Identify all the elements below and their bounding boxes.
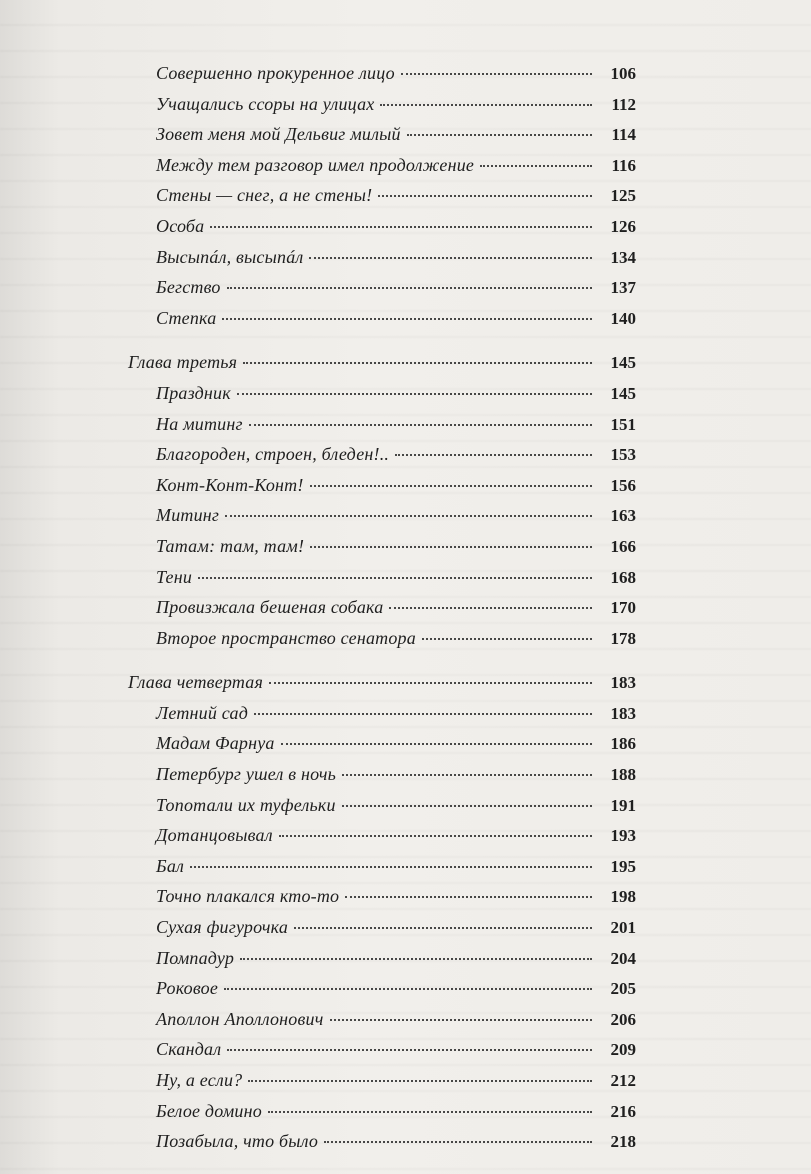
- toc-entry-title: Тени: [156, 566, 193, 587]
- toc-entry-page: 134: [610, 247, 636, 267]
- dot-leader: [240, 958, 592, 960]
- toc-entry[interactable]: [128, 1096, 636, 1127]
- toc-entry-page: 112: [611, 94, 636, 114]
- section-gap: [128, 333, 636, 347]
- toc-entry-page: 198: [610, 887, 636, 907]
- toc-entry[interactable]: [128, 912, 636, 943]
- dot-leader: [401, 73, 592, 75]
- toc-entry-title: Роковое: [156, 978, 219, 999]
- toc-entry-title: Благороден, строен, бледен!..: [156, 444, 390, 465]
- dot-leader: [309, 257, 592, 259]
- toc-entry[interactable]: [128, 242, 636, 273]
- dot-leader: [222, 318, 592, 320]
- toc-entry-page: 145: [610, 383, 636, 403]
- dot-leader: [279, 835, 592, 837]
- toc-entry-page: 116: [611, 155, 636, 175]
- dot-leader: [224, 988, 592, 990]
- toc-entry-page: 140: [610, 308, 636, 328]
- toc-entry[interactable]: [128, 973, 636, 1004]
- toc-entry-page: 218: [610, 1132, 636, 1152]
- toc-entry-page: 166: [610, 536, 636, 556]
- dot-leader: [269, 682, 592, 684]
- toc-entry[interactable]: [128, 881, 636, 912]
- toc-entry-title: Бегство: [156, 277, 221, 298]
- toc-entry[interactable]: [128, 1065, 636, 1096]
- toc-entry-page: 151: [610, 414, 636, 434]
- toc-entry-page: 212: [610, 1071, 636, 1090]
- toc-entry-title: Топотали их туфельки: [156, 794, 336, 815]
- toc-entry-title: Провизжала бешеная собака: [156, 597, 384, 618]
- toc-entry-title: Конт-Конт-Конт!: [156, 474, 304, 495]
- toc-entry-title: Степка: [156, 307, 217, 328]
- toc-entry-page: 163: [610, 506, 636, 526]
- toc-entry-page: 201: [610, 918, 636, 938]
- toc-chapter[interactable]: [128, 667, 636, 698]
- toc-entry[interactable]: [128, 592, 636, 623]
- dot-leader: [342, 774, 592, 776]
- toc-entry-title: Мадам Фарнуа: [156, 733, 275, 754]
- toc-entry[interactable]: [128, 1004, 636, 1035]
- toc-entry-title: Помпадур: [156, 947, 235, 968]
- dot-leader: [190, 866, 592, 868]
- toc-entry-title: Точно плакался кто-то: [156, 886, 340, 907]
- toc-entry-title: Зовет меня мой Дельвиг милый: [156, 124, 401, 145]
- toc-entry-title: Второе пространство сенатора: [156, 627, 416, 648]
- dot-leader: [310, 546, 592, 548]
- toc-entry-title: Высыпáл, высыпáл: [156, 246, 304, 267]
- toc-entry[interactable]: [128, 150, 636, 181]
- toc-entry-page: 216: [610, 1101, 636, 1121]
- dot-leader: [380, 104, 592, 106]
- toc-entry[interactable]: [128, 851, 636, 882]
- toc-entry-title: Учащались ссоры на улицах: [156, 93, 375, 114]
- toc-entry-page: 209: [610, 1040, 636, 1060]
- toc-entry-title: Стены — снег, а не стены!: [156, 185, 373, 206]
- toc-entry-page: 188: [610, 765, 636, 785]
- toc-entry[interactable]: [128, 303, 636, 334]
- dot-leader: [378, 195, 592, 197]
- toc-entry[interactable]: [128, 820, 636, 851]
- dot-leader: [294, 927, 592, 929]
- toc-entry-page: 204: [610, 948, 636, 968]
- toc-entry[interactable]: [128, 943, 636, 974]
- toc-entry-title: Между тем разговор имел продолжение: [156, 154, 475, 175]
- dot-leader: [249, 424, 592, 426]
- toc-entry[interactable]: [128, 562, 636, 593]
- toc-entry-title: Дотанцовывал: [156, 825, 273, 846]
- toc-entry[interactable]: [128, 1126, 636, 1157]
- dot-leader: [254, 713, 592, 715]
- dot-leader: [480, 165, 592, 167]
- dot-leader: [248, 1080, 592, 1082]
- toc-entry-page: 156: [610, 475, 636, 495]
- toc-entry-title: Скандал: [156, 1039, 222, 1060]
- dot-leader: [198, 577, 592, 579]
- toc-entry-page: 186: [610, 734, 636, 754]
- toc-entry[interactable]: [128, 58, 636, 89]
- toc-entry[interactable]: [128, 180, 636, 211]
- dot-leader: [407, 134, 592, 136]
- toc-entry[interactable]: [128, 531, 636, 562]
- toc-entry-page: 137: [610, 278, 636, 298]
- toc-entry-page: 191: [610, 795, 636, 815]
- toc-entry-page: 206: [610, 1009, 636, 1029]
- toc-entry[interactable]: [128, 790, 636, 821]
- dot-leader: [342, 805, 592, 807]
- toc-entry-page: 126: [610, 216, 636, 236]
- toc-entry-page: 178: [610, 628, 636, 648]
- toc-entry[interactable]: [128, 759, 636, 790]
- dot-leader: [389, 607, 592, 609]
- toc-entry-title: Митинг: [156, 505, 220, 526]
- dot-leader: [227, 287, 592, 289]
- toc-entry-page: 153: [610, 445, 636, 465]
- toc-entry-title: Праздник: [156, 382, 231, 403]
- page-shadow: [0, 0, 60, 1174]
- dot-leader: [395, 454, 592, 456]
- toc-entry[interactable]: [128, 698, 636, 729]
- toc-entry[interactable]: [128, 728, 636, 759]
- toc-entry-page: 125: [610, 186, 636, 206]
- toc-entry-title: Ну, а если?: [156, 1070, 243, 1090]
- toc-entry-page: 170: [610, 598, 636, 618]
- toc-entry[interactable]: [128, 623, 636, 654]
- toc-entry-title: Аполлон Аполлонович: [156, 1008, 324, 1029]
- toc-entry[interactable]: [128, 211, 636, 242]
- dot-leader: [225, 515, 592, 517]
- toc-entry[interactable]: [128, 1034, 636, 1065]
- toc-entry-title: Совершенно прокуренное лицо: [156, 63, 395, 83]
- toc-entry-page: 193: [610, 826, 636, 846]
- toc-entry-title: Особа: [156, 215, 205, 236]
- dot-leader: [268, 1111, 592, 1113]
- toc-chapter-title: Глава третья: [128, 352, 238, 373]
- toc-entry-page: 195: [610, 856, 636, 876]
- toc-entry-title: Позабыла, что было: [156, 1131, 319, 1152]
- dot-leader: [422, 638, 592, 640]
- dot-leader: [330, 1019, 593, 1021]
- toc-entry-page: 205: [610, 979, 636, 999]
- toc-entry[interactable]: [128, 119, 636, 150]
- dot-leader: [243, 362, 592, 364]
- toc-entry[interactable]: [128, 378, 636, 409]
- dot-leader: [310, 485, 592, 487]
- toc-entry-title: Татам: там, там!: [156, 535, 305, 556]
- toc-entry-title: Летний сад: [156, 702, 248, 723]
- toc-entry[interactable]: [128, 500, 636, 531]
- dot-leader: [345, 896, 592, 898]
- toc-entry[interactable]: [128, 89, 636, 120]
- toc-chapter-page: 145: [610, 353, 636, 373]
- toc-entry-page: 114: [611, 125, 636, 145]
- dot-leader: [237, 393, 592, 395]
- toc-entry[interactable]: [128, 409, 636, 440]
- toc-entry-title: Сухая фигурочка: [156, 917, 289, 938]
- toc-chapter[interactable]: [128, 347, 636, 378]
- toc-entry-page: 183: [610, 703, 636, 723]
- toc-entry[interactable]: [128, 470, 636, 501]
- toc-entry[interactable]: [128, 439, 636, 470]
- dot-leader: [324, 1141, 592, 1143]
- section-gap: [128, 653, 636, 667]
- dot-leader: [281, 743, 592, 745]
- toc-entry-title: Петербург ушел в ночь: [156, 764, 337, 785]
- toc-entry-page: 168: [610, 567, 636, 587]
- toc-chapter-page: 183: [610, 673, 636, 693]
- toc-entry-title: Бал: [156, 855, 185, 876]
- dot-leader: [210, 226, 592, 228]
- toc-entry-title: Белое домино: [156, 1100, 262, 1121]
- table-of-contents: [128, 58, 636, 1157]
- dot-leader: [227, 1049, 592, 1051]
- toc-entry-page: 106: [610, 64, 636, 83]
- toc-chapter-title: Глава четвертая: [128, 672, 264, 693]
- toc-entry-title: На митинг: [156, 413, 243, 434]
- toc-entry[interactable]: [128, 272, 636, 303]
